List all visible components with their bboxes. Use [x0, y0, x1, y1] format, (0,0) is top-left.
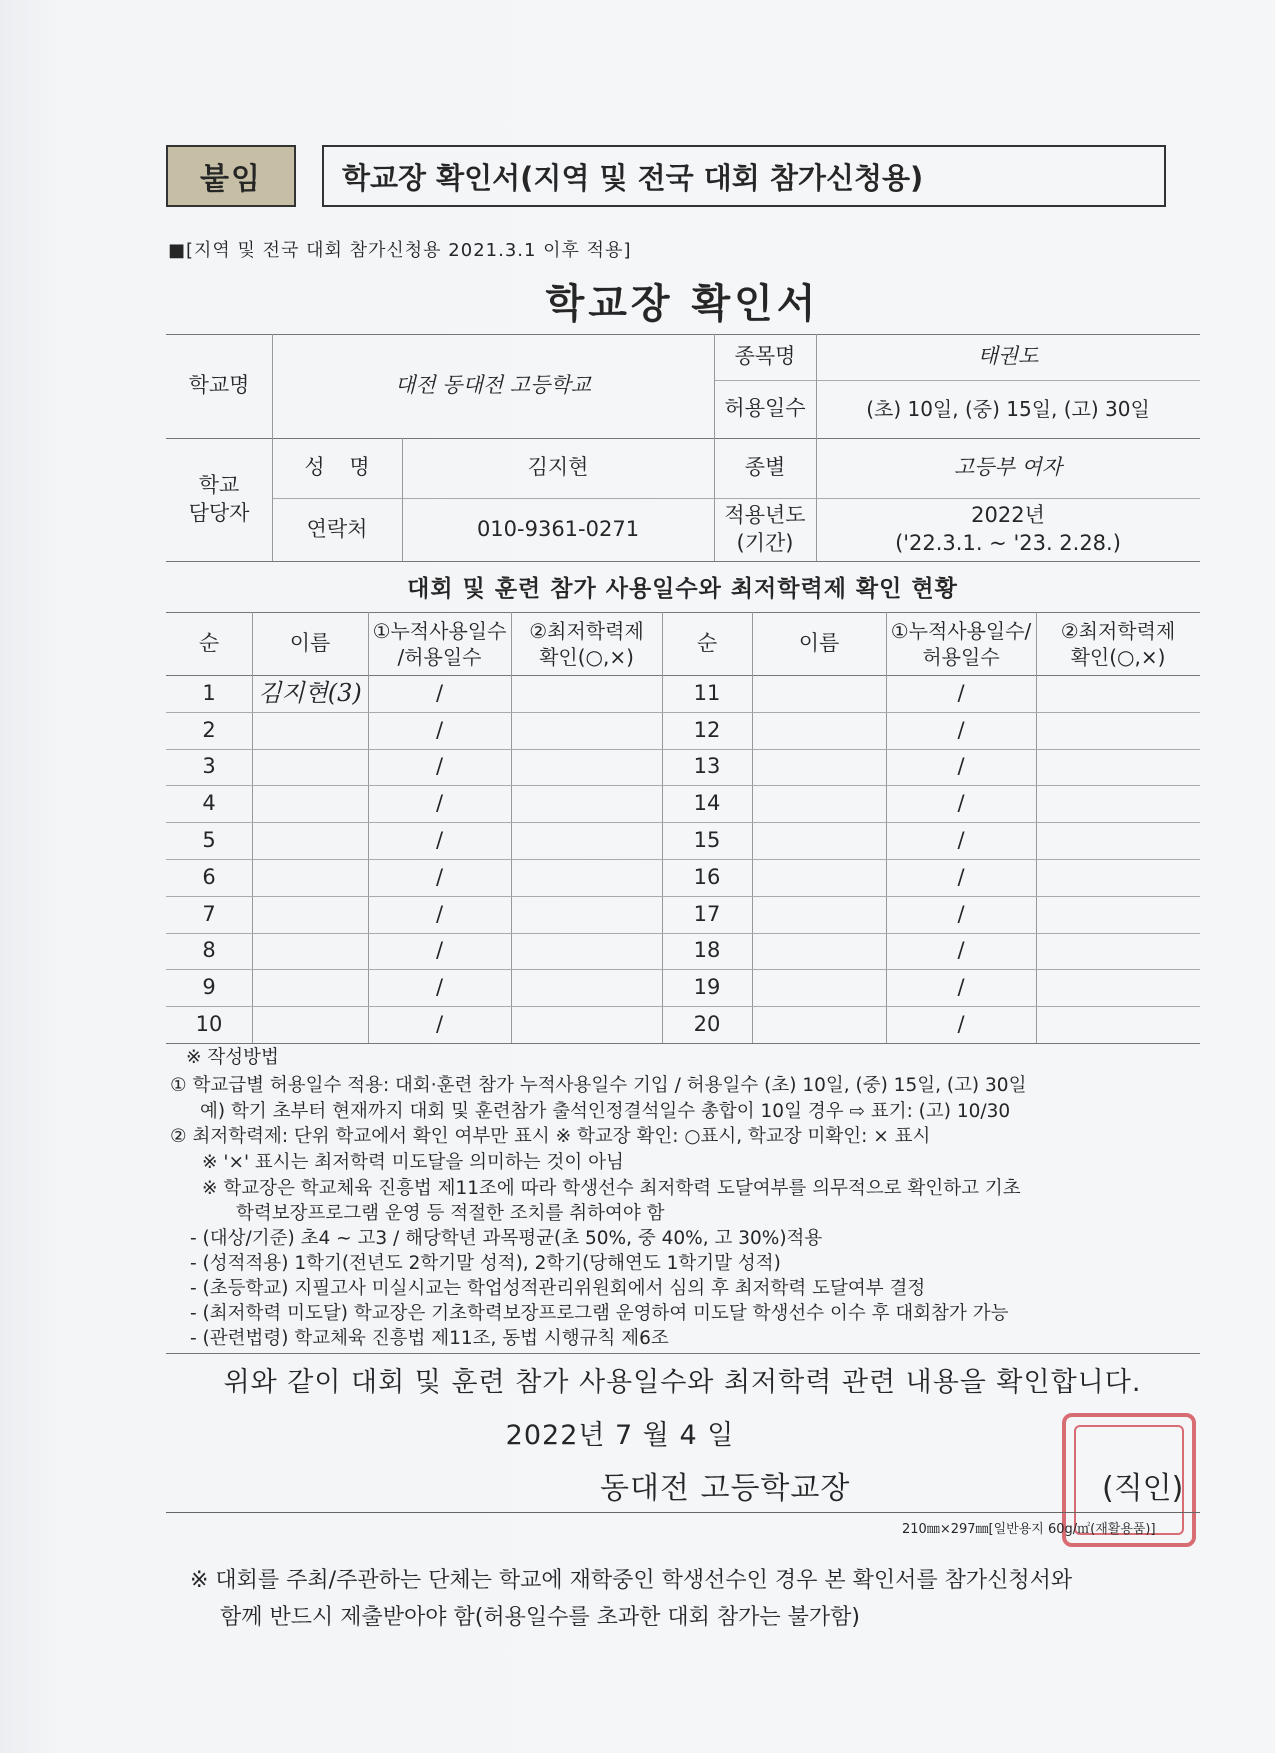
row-days-right: /: [957, 938, 965, 963]
row-number: 7: [202, 901, 216, 926]
document-header-title: 학교장 확인서(지역 및 전국 대회 참가신청용): [322, 145, 1166, 207]
confirmation-statement: 위와 같이 대회 및 훈련 참가 사용일수와 최저학력 관련 내용을 확인합니다.: [223, 1367, 1142, 1398]
header-name-right: 이름: [798, 630, 840, 655]
row-name-right: [752, 675, 886, 712]
row-name-right: [752, 749, 886, 786]
issue-date: 2022년 7 월 4 일: [505, 1420, 735, 1451]
row-number-right: 12: [693, 717, 721, 742]
instruction-line: ※ 학교장은 학교체육 진흥법 제11조에 따라 학생선수 최저학력 도달여부를 의무적으로 확인하고 기초: [202, 1178, 1021, 1199]
row-days: /: [435, 938, 444, 963]
row-days: /: [435, 791, 444, 816]
row-name-right: [752, 785, 886, 822]
submission-note-line1: ※ 대회를 주최/주관하는 단체는 학교에 재학중인 학생선수인 경우 본 확인서를 참가신청서와: [190, 1568, 1073, 1593]
row-check: [511, 785, 662, 822]
row-number-right: 15: [693, 827, 721, 852]
year-value-line1: 2022년: [971, 503, 1045, 528]
year-value-line2: ('22.3.1. ~ '23. 2.28.): [895, 530, 1121, 555]
contact-label: 연락처: [306, 516, 368, 541]
row-check-right: [1036, 749, 1200, 786]
header-days: [368, 612, 511, 675]
manager-label: [166, 438, 272, 561]
header-days-line1: ①누적사용일수: [372, 618, 507, 643]
submission-note-line2: 함께 반드시 제출받아야 함(허용일수를 초과한 대회 참가는 불가함): [220, 1605, 860, 1630]
row-name-right: [752, 822, 886, 859]
name-label: 성 명: [304, 455, 370, 480]
row-days: /: [435, 975, 444, 1000]
row-name-right: [752, 859, 886, 896]
row-check-right: [1036, 896, 1200, 933]
row-name-right: [752, 712, 886, 749]
header-check: [511, 612, 662, 675]
row-check: [511, 1006, 662, 1043]
row-check-right: [1036, 1006, 1200, 1043]
row-number-right: 16: [693, 864, 721, 889]
header-days-right-line2: 허용일수: [922, 644, 1000, 669]
row-check: [511, 933, 662, 970]
row-days: /: [435, 1011, 444, 1036]
row-name-right: [752, 1006, 886, 1043]
instruction-line: ① 학교급별 허용일수 적용: 대회·훈련 참가 누적사용일수 기입 / 허용일수 (초) 10일, (중) 15일, (고) 30일: [170, 1075, 1027, 1096]
instruction-line: - (대상/기준) 초4 ~ 고3 / 해당학년 과목평균(초 50%, 중 40%, 고 30%)적용: [190, 1228, 823, 1249]
instruction-line: - (최저학력 미도달) 학교장은 기초학력보장프로그램 운영하여 미도달 학생선수 이수 후 대회참가 가능: [190, 1303, 1009, 1324]
header-days-right: [886, 612, 1036, 675]
instruction-line: 학력보장프로그램 운영 등 적절한 조치를 취하여야 함: [236, 1203, 665, 1224]
row-number: 4: [202, 791, 216, 816]
year-value: [816, 498, 1200, 561]
row-days-right: /: [957, 791, 965, 816]
row-days: /: [435, 754, 444, 779]
row-number: 3: [202, 754, 216, 779]
attachment-tag: 붙임: [166, 145, 296, 207]
row-number-right: 18: [693, 938, 721, 963]
row-name-right: [752, 969, 886, 1006]
row-check-right: [1036, 785, 1200, 822]
row-number: 2: [202, 717, 216, 742]
row-number: 1: [202, 680, 216, 705]
header-no: 순: [198, 630, 220, 655]
allowed-days-value: (초) 10일, (중) 15일, (고) 30일: [866, 397, 1150, 421]
year-label-line1: 적용년도: [724, 503, 806, 528]
header-days-right-line1: ①누적사용일수/: [890, 618, 1032, 643]
row-name: [252, 969, 368, 1006]
row-days-right: /: [957, 754, 965, 779]
header-name: 이름: [289, 630, 331, 655]
header-check-right: [1036, 612, 1200, 675]
row-name: [252, 822, 368, 859]
header-check-right-line1: ②최저학력제: [1060, 618, 1176, 643]
row-name: [252, 896, 368, 933]
row-check-right: [1036, 712, 1200, 749]
row-name: [252, 749, 368, 786]
year-label-line2: (기간): [736, 530, 794, 555]
header-check-right-line2: 확인(○,×): [1070, 644, 1166, 669]
row-number: 8: [202, 938, 216, 963]
allowed-days-label: 허용일수: [724, 396, 806, 421]
row-check: [511, 822, 662, 859]
row-name: [252, 859, 368, 896]
row-number: 5: [202, 827, 216, 852]
row-name: [252, 933, 368, 970]
header-check-line2: 확인(○,×): [539, 644, 634, 669]
row-check-right: [1036, 933, 1200, 970]
category-label: 종별: [744, 455, 786, 480]
row-days-right: /: [957, 827, 965, 852]
row-number-right: 11: [693, 680, 721, 705]
name-value: 김지현: [527, 455, 589, 480]
row-name-right: [752, 896, 886, 933]
applicability-note: ■[지역 및 전국 대회 참가신청용 2021.3.1 이후 적용]: [168, 240, 632, 261]
row-name: [252, 1006, 368, 1043]
row-days-right: /: [957, 901, 965, 926]
instruction-line: ※ '×' 표시는 최저학력 미도달을 의미하는 것이 아님: [202, 1152, 624, 1173]
row-days-right: /: [957, 680, 965, 705]
row-check: [511, 896, 662, 933]
row-check-right: [1036, 969, 1200, 1006]
row-number-right: 17: [693, 901, 721, 926]
row-days-right: /: [957, 864, 965, 889]
row-check: [511, 859, 662, 896]
instruction-line: 예) 학기 초부터 현재까지 대회 및 훈련참가 출석인정결석일수 총합이 10일 경우 ⇨ 표기: (고) 10/30: [200, 1101, 1011, 1122]
row-check-right: [1036, 859, 1200, 896]
main-title: 학교장 확인서: [545, 281, 820, 327]
row-name: [252, 785, 368, 822]
school-label: 학교명: [188, 373, 250, 398]
row-number-right: 14: [693, 791, 721, 816]
row-number-right: 19: [693, 975, 721, 1000]
instructions-title: ※ 작성방법: [186, 1047, 279, 1068]
row-check-right: [1036, 675, 1200, 712]
instruction-line: - (성적적용) 1학기(전년도 2학기말 성적), 2학기(당해연도 1학기말 성적): [190, 1253, 781, 1274]
instruction-line: - (초등학교) 지필고사 미실시교는 학업성적관리위원회에서 심의 후 최저학력 도달여부 결정: [190, 1278, 926, 1299]
row-number: 9: [202, 975, 216, 1000]
row-days: /: [435, 864, 444, 889]
submission-note: [190, 1562, 1072, 1636]
row-number-right: 20: [693, 1011, 721, 1036]
instruction-line: ② 최저학력제: 단위 학교에서 확인 여부만 표시 ※ 학교장 확인: ○표시, 학교장 미확인: × 표시: [170, 1126, 931, 1147]
manager-label-line1: 학교: [198, 473, 240, 498]
header-no-right: 순: [696, 630, 718, 655]
row-check-right: [1036, 822, 1200, 859]
row-days: /: [435, 901, 444, 926]
category-value: 고등부 여자: [953, 455, 1063, 480]
row-days-right: /: [957, 717, 965, 742]
row-number: 10: [195, 1011, 223, 1036]
principal-title: 동대전 고등학교장: [600, 1471, 851, 1506]
row-days-right: /: [957, 1011, 965, 1036]
row-days-right: /: [957, 975, 965, 1000]
contact-value: 010-9361-0271: [476, 516, 640, 541]
row-number-right: 13: [693, 754, 721, 779]
school-value: 대전 동대전 고등학교: [395, 373, 591, 398]
instruction-line: - (관련법령) 학교체육 진흥법 제11조, 동법 시행규칙 제6조: [190, 1328, 669, 1349]
row-check: [511, 675, 662, 712]
year-label: [714, 498, 816, 561]
row-name-right: [752, 933, 886, 970]
seal-label: (직인): [1102, 1471, 1184, 1506]
row-days: /: [435, 717, 444, 742]
row-check: [511, 712, 662, 749]
row-name: [252, 712, 368, 749]
row-days: /: [435, 827, 444, 852]
row-check: [511, 749, 662, 786]
section-title: 대회 및 훈련 참가 사용일수와 최저학력제 확인 현황: [407, 576, 958, 602]
row-number: 6: [202, 864, 216, 889]
row-name: 김지현(3): [258, 678, 362, 707]
paper-spec: 210㎜×297㎜[일반용지 60g/㎡(재활용품)]: [902, 1522, 1156, 1537]
header-days-line2: /허용일수: [397, 644, 482, 669]
row-check: [511, 969, 662, 1006]
manager-label-line2: 담당자: [188, 500, 250, 525]
sport-value: 태권도: [977, 344, 1039, 369]
sport-label: 종목명: [734, 344, 796, 369]
row-days: /: [435, 680, 444, 705]
header-check-line1: ②최저학력제: [529, 618, 644, 643]
